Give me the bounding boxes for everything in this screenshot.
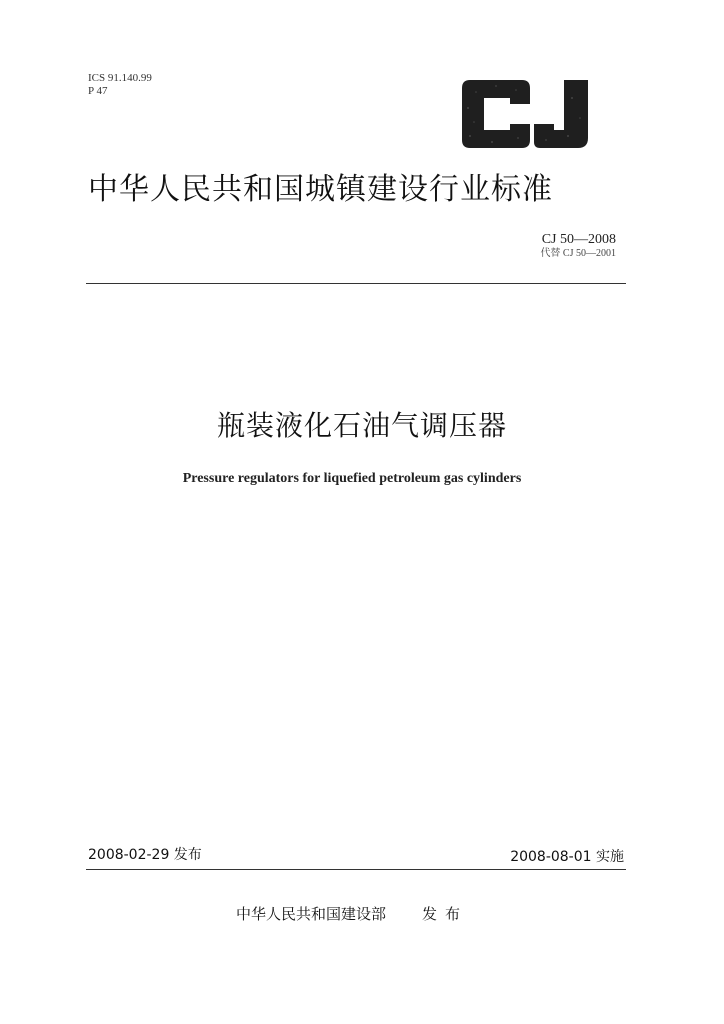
cj-logo bbox=[456, 78, 592, 150]
issue-date: 2008-02-29 发布 bbox=[88, 847, 202, 863]
issuer-name: 中华人民共和国建设部 bbox=[235, 905, 386, 923]
classification-codes bbox=[88, 72, 152, 98]
footer-divider bbox=[86, 869, 626, 870]
ccs-code: P 47 bbox=[88, 85, 108, 97]
implementation-date: 2008-08-01 实施 bbox=[510, 849, 624, 865]
issuer-line bbox=[0, 904, 704, 924]
cj-logo-mark bbox=[456, 78, 592, 150]
ics-code: ICS 91.140.99 bbox=[88, 72, 152, 84]
standard-number: CJ 50—2008 bbox=[541, 232, 616, 247]
document-title-english: Pressure regulators for liquefied petroleum gas cylinders bbox=[182, 471, 522, 486]
issuing-body-title: 中华人民共和国城镇建设行业标准 bbox=[88, 172, 553, 207]
issuer-action: 发布 bbox=[422, 905, 469, 923]
replaced-standard-number: 代替 CJ 50—2001 bbox=[540, 248, 616, 259]
standard-number-block bbox=[540, 232, 616, 260]
header-divider bbox=[86, 283, 626, 284]
document-title-chinese: 瓶装液化石油气调压器 bbox=[216, 409, 507, 442]
